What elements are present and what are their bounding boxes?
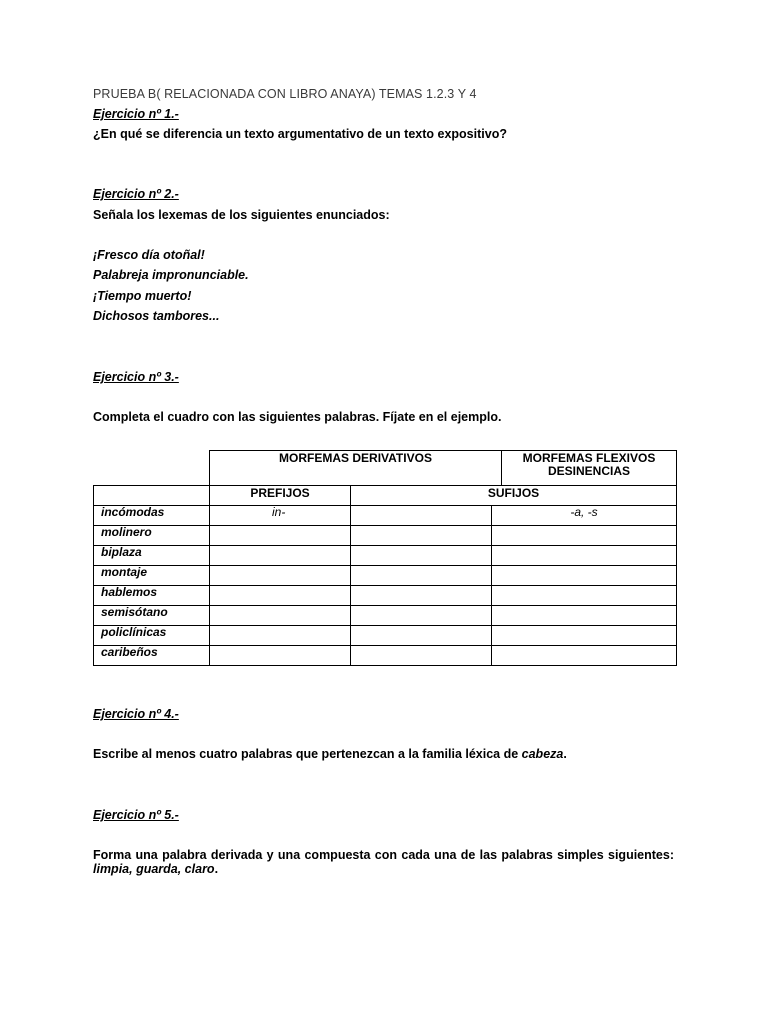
table-cell [94, 486, 210, 506]
table-cell [210, 586, 351, 606]
exercise-4-heading: Ejercicio nº 4.- [93, 707, 179, 721]
table-row [94, 566, 677, 586]
exercise-2-sentence: Palabreja impronunciable. [93, 268, 249, 282]
table-cell [492, 566, 677, 586]
table-word-cell: molinero [94, 526, 210, 546]
instruction-text: Escribe al menos cuatro palabras que pertenezcan a la familia léxica de [93, 747, 522, 761]
table-word-cell: semisótano [94, 606, 210, 626]
table-cell [210, 646, 351, 666]
table-cell [210, 526, 351, 546]
table-cell [210, 566, 351, 586]
table-cell [351, 526, 492, 546]
table-word-cell: caribeños [94, 646, 210, 666]
table-cell [492, 606, 677, 626]
instruction-end: . [563, 747, 567, 761]
exercise-1-heading: Ejercicio nº 1.- [93, 107, 179, 121]
table-word-cell: biplaza [94, 546, 210, 566]
exercise-3-heading: Ejercicio nº 3.- [93, 370, 179, 384]
table-word-cell: incómodas [94, 506, 210, 526]
exercise-2-sentence: Dichosos tambores... [93, 309, 220, 323]
header-prefijos: PREFIJOS [210, 486, 351, 506]
table-word-cell: montaje [94, 566, 210, 586]
instruction-text: Forma una palabra derivada y una compuesta con cada una de las palabras simples siguientes: [93, 848, 674, 862]
document-title: PRUEBA B( RELACIONADA CON LIBRO ANAYA) TEMAS 1.2.3 Y 4 [93, 87, 477, 101]
table-row [94, 626, 677, 646]
table-cell [351, 586, 492, 606]
header-derivativos: MORFEMAS DERIVATIVOS [210, 451, 502, 486]
table-cell [351, 626, 492, 646]
example-flexive-cell: -a, -s [492, 506, 677, 526]
example-prefix-cell: in- [210, 506, 351, 526]
table-cell [492, 526, 677, 546]
exercise-2-sentence: ¡Fresco día otoñal! [93, 248, 205, 262]
exercise-3-instruction: Completa el cuadro con las siguientes palabras. Fíjate en el ejemplo. [93, 410, 502, 424]
table-cell [210, 626, 351, 646]
table-cell [492, 546, 677, 566]
table-row [94, 586, 677, 606]
table-cell [492, 626, 677, 646]
table-cell [351, 606, 492, 626]
table-cell [492, 586, 677, 606]
table-cell [351, 546, 492, 566]
table-word-cell: policlínicas [94, 626, 210, 646]
table-row [94, 546, 677, 566]
exercise-2-sentence: ¡Tiempo muerto! [93, 289, 192, 303]
header-flexivos: MORFEMAS FLEXIVOS DESINENCIAS [502, 451, 677, 486]
table-row [94, 646, 677, 666]
table-row [94, 606, 677, 626]
table-cell [210, 606, 351, 626]
table-cell [351, 646, 492, 666]
table-cell [492, 646, 677, 666]
table-blank-corner [94, 451, 210, 486]
table-cell [351, 506, 492, 526]
instruction-end: . [214, 862, 219, 876]
table-cell [210, 546, 351, 566]
morphemes-table [93, 450, 677, 666]
exercise-4-instruction [93, 747, 567, 761]
exercise-1-question: ¿En qué se diferencia un texto argumentativo de un texto expositivo? [93, 127, 507, 141]
target-word: cabeza [521, 747, 564, 761]
header-sufijos: SUFIJOS [351, 486, 677, 506]
exercise-2-instruction: Señala los lexemas de los siguientes enunciados: [93, 208, 390, 222]
exercise-5-instruction [93, 848, 674, 876]
table-word-cell: hablemos [94, 586, 210, 606]
exercise-5-heading: Ejercicio nº 5.- [93, 808, 179, 822]
table-row [94, 506, 677, 526]
table-row [94, 526, 677, 546]
simple-words-list: limpia, guarda, claro [93, 862, 215, 876]
table-cell [351, 566, 492, 586]
exercise-2-heading: Ejercicio nº 2.- [93, 187, 179, 201]
